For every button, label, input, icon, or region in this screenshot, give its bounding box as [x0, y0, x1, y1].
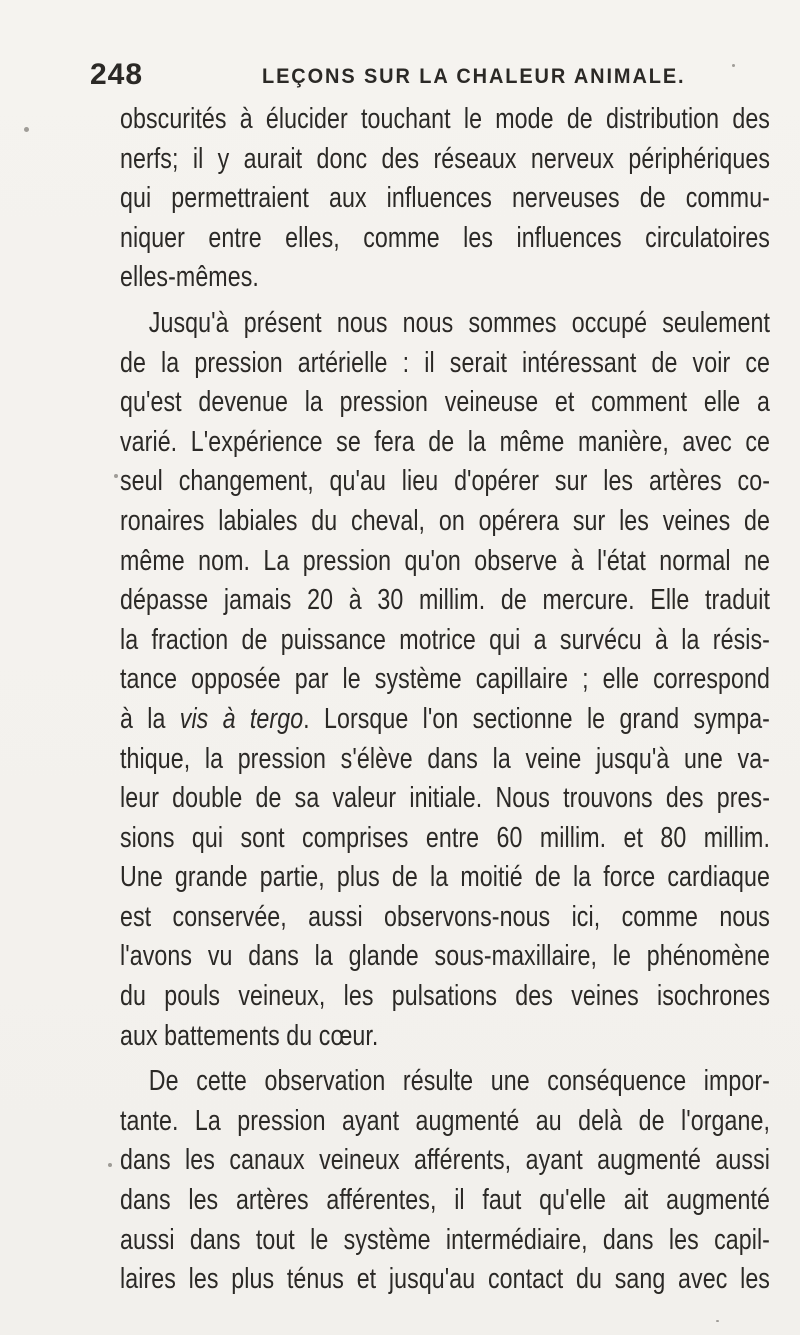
- text-line: tante. La pression ayant augmenté au delà de l'organe,: [120, 1104, 770, 1137]
- text-line: obscurités à élucider touchant le mode de distribution des: [120, 103, 770, 135]
- text-line: Une grande partie, plus de la moitié de la force cardiaque: [120, 861, 770, 894]
- text-line: nerfs; il y aurait donc des réseaux nerveux périphériques: [120, 142, 770, 175]
- text-line: dépasse jamais 20 à 30 millim. de mercure. Elle traduit: [120, 584, 770, 617]
- text-line: de la pression artérielle : il serait intéressant de voir ce: [120, 346, 770, 379]
- text-line: niquer entre elles, comme les influences circulatoires: [120, 221, 770, 254]
- text-line: ronaires labiales du cheval, on opérera sur les veines de: [120, 504, 770, 537]
- text-line: elles-mêmes.: [120, 261, 259, 294]
- text-line: leur double de sa valeur initiale. Nous trouvons des pres-: [120, 782, 770, 815]
- page-number: 248: [90, 58, 144, 91]
- text-line: à la vis à tergo. Lorsque l'on sectionne le grand sympa-: [120, 702, 770, 735]
- ink-speck: [108, 1163, 112, 1167]
- running-title: LEÇONS SUR LA CHALEUR ANIMALE.: [262, 65, 686, 88]
- ink-speck: [114, 474, 118, 478]
- text-line: qui permettraient aux influences nerveuses de commu-: [120, 182, 770, 215]
- text-line: même nom. La pression qu'on observe à l'état normal ne: [120, 544, 770, 577]
- text-line: De cette observation résulte une conséquence impor-: [148, 1065, 771, 1098]
- text-line: varié. L'expérience se fera de la même manière, avec ce: [120, 425, 770, 458]
- text-line: thique, la pression s'élève dans la veine jusqu'à une va-: [120, 742, 770, 775]
- text-line: l'avons vu dans la glande sous-maxillaire, le phénomène: [120, 940, 770, 973]
- ink-speck: [24, 127, 29, 132]
- text-line: tance opposée par le système capillaire ; elle correspond: [120, 663, 770, 696]
- italic-phrase: vis à tergo: [179, 702, 304, 735]
- text-line: sions qui sont comprises entre 60 millim. et 80 millim.: [120, 821, 770, 854]
- text-line: aussi dans tout le système intermédiaire, dans les capil-: [120, 1223, 770, 1256]
- paragraph-2: [120, 304, 770, 1056]
- ink-speck: [732, 64, 735, 67]
- text-line: la fraction de puissance motrice qui a survécu à la résis-: [120, 623, 770, 656]
- text-line: qu'est devenue la pression veineuse et comment elle a: [120, 386, 770, 419]
- text-line: est conservée, aussi observons-nous ici, comme nous: [120, 900, 770, 933]
- body-text: [120, 100, 770, 1300]
- text-line: dans les artères afférentes, il faut qu'elle ait augmenté: [120, 1184, 770, 1217]
- paragraph-3: [120, 1062, 770, 1300]
- text-line: laires les plus ténus et jusqu'au contact du sang avec les: [120, 1263, 770, 1296]
- text-line: du pouls veineux, les pulsations des veines isochrones: [120, 980, 770, 1013]
- running-head: [90, 58, 770, 98]
- paragraph-1: [120, 100, 770, 298]
- text-line: seul changement, qu'au lieu d'opérer sur les artères co-: [120, 465, 770, 498]
- text-line: Jusqu'à présent nous nous sommes occupé seulement: [148, 306, 771, 339]
- text-line: dans les canaux veineux afférents, ayant augmenté aussi: [120, 1144, 770, 1177]
- ink-speck: [716, 1320, 719, 1322]
- text-line: aux battements du cœur.: [120, 1019, 379, 1052]
